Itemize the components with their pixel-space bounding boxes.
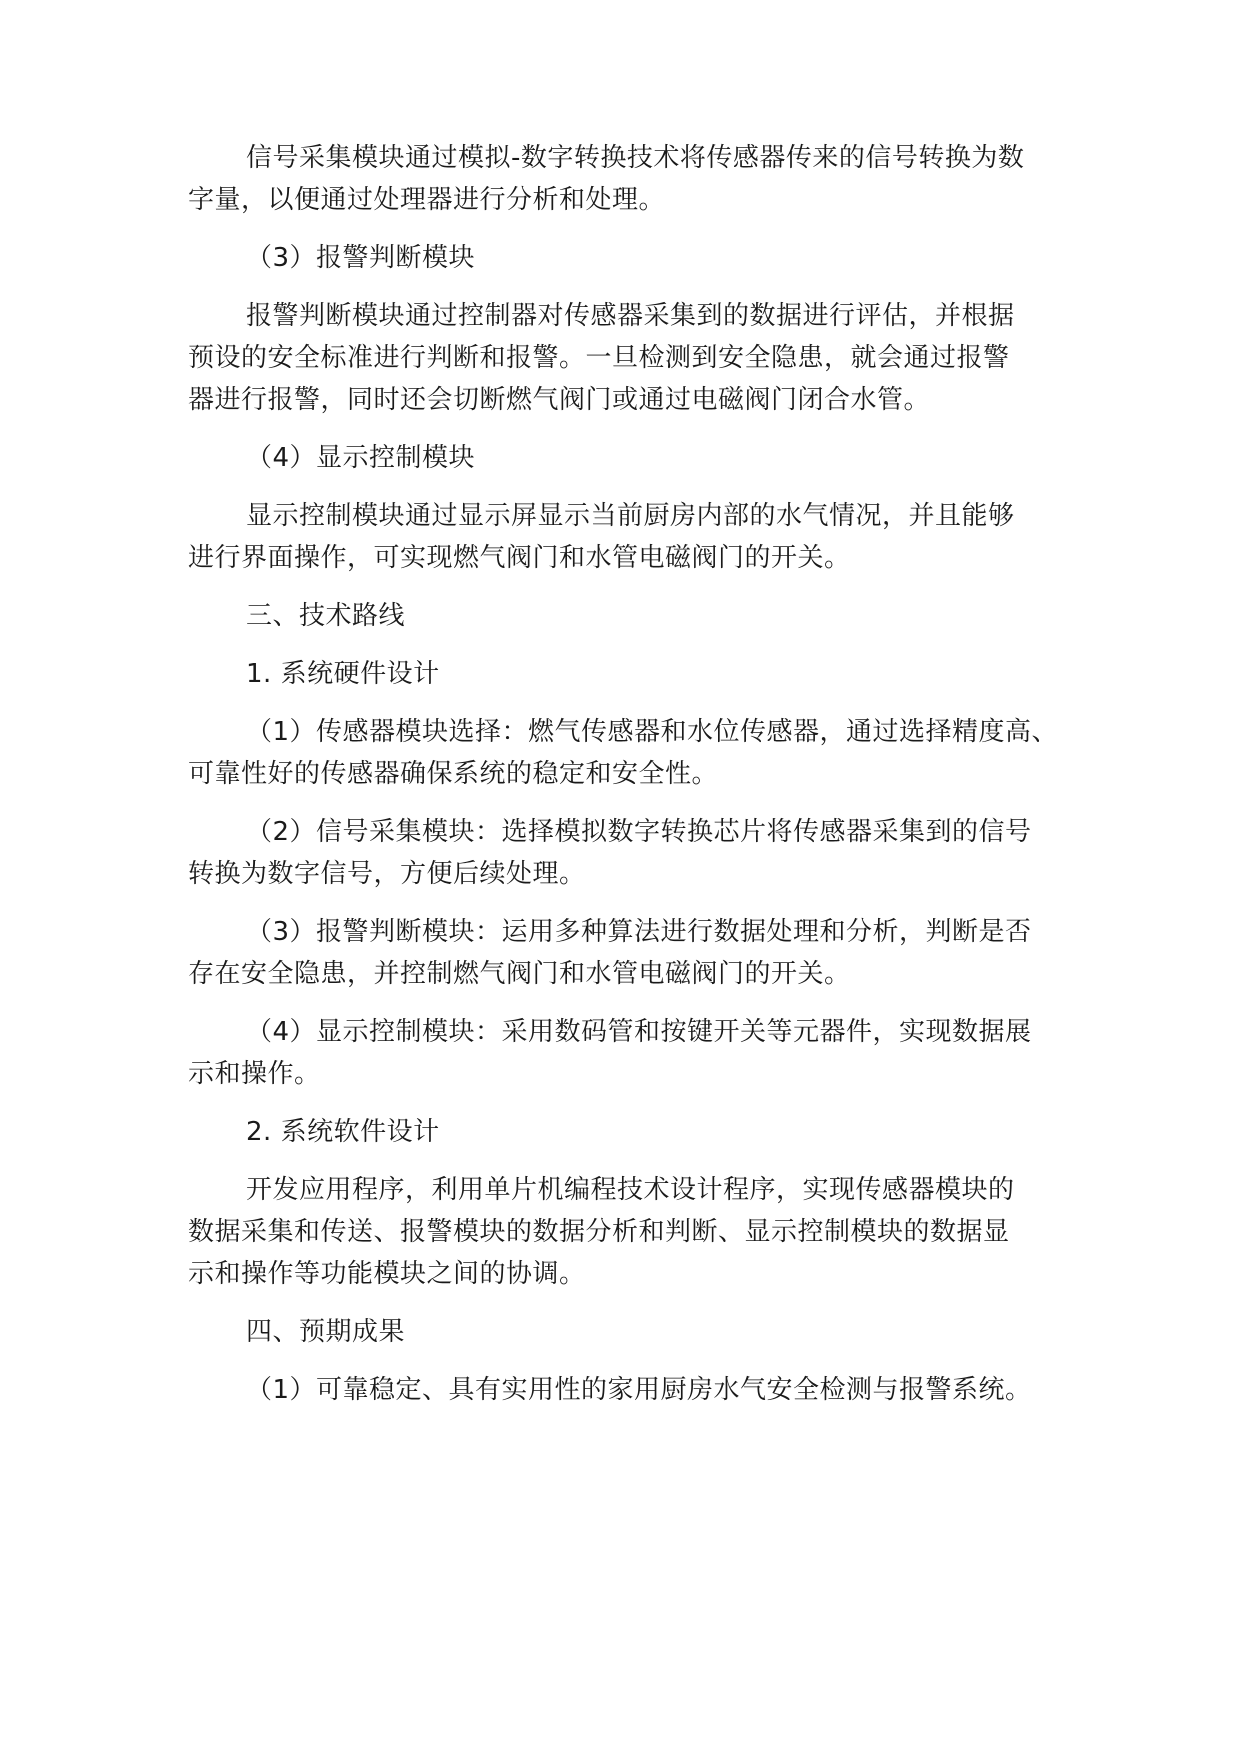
paragraph-line: 显示控制模块通过显示屏显示当前厨房内部的水气情况，并且能够 bbox=[246, 501, 1015, 531]
paragraph-line: （1）可靠稳定、具有实用性的家用厨房水气安全检测与报警系统。 bbox=[246, 1375, 1032, 1405]
paragraph-line: 转换为数字信号，方便后续处理。 bbox=[188, 859, 586, 889]
paragraph-line: 示和操作等功能模块之间的协调。 bbox=[188, 1259, 586, 1289]
section-heading-expected-results: 四、预期成果 bbox=[246, 1317, 406, 1347]
paragraph-line: 开发应用程序，利用单片机编程技术设计程序，实现传感器模块的 bbox=[246, 1175, 1015, 1205]
paragraph-line: 示和操作。 bbox=[188, 1059, 321, 1089]
paragraph-line: 预设的安全标准进行判断和报警。一旦检测到安全隐患，就会通过报警 bbox=[188, 343, 1010, 373]
paragraph-line: （3）报警判断模块：运用多种算法进行数据处理和分析，判断是否 bbox=[246, 917, 1032, 947]
paragraph-line: 存在安全隐患，并控制燃气阀门和水管电磁阀门的开关。 bbox=[188, 959, 851, 989]
subsection-heading-display: （4）显示控制模块 bbox=[246, 443, 476, 473]
subsection-heading-software: 2. 系统软件设计 bbox=[246, 1117, 440, 1147]
paragraph-line: 信号采集模块通过模拟-数字转换技术将传感器传来的信号转换为数 bbox=[246, 143, 1025, 173]
section-heading-technical-route: 三、技术路线 bbox=[246, 601, 406, 631]
paragraph-line: （2）信号采集模块：选择模拟数字转换芯片将传感器采集到的信号 bbox=[246, 817, 1032, 847]
subsection-heading-alarm: （3）报警判断模块 bbox=[246, 243, 476, 273]
paragraph-line: 报警判断模块通过控制器对传感器采集到的数据进行评估，并根据 bbox=[246, 301, 1015, 331]
paragraph-line: 器进行报警，同时还会切断燃气阀门或通过电磁阀门闭合水管。 bbox=[188, 385, 931, 415]
paragraph-line: （1）传感器模块选择：燃气传感器和水位传感器，通过选择精度高、 bbox=[246, 717, 1059, 747]
paragraph-line: 数据采集和传送、报警模块的数据分析和判断、显示控制模块的数据显 bbox=[188, 1217, 1010, 1247]
subsection-heading-hardware: 1. 系统硬件设计 bbox=[246, 659, 440, 689]
paragraph-line: 进行界面操作，可实现燃气阀门和水管电磁阀门的开关。 bbox=[188, 543, 851, 573]
paragraph-line: （4）显示控制模块：采用数码管和按键开关等元器件，实现数据展 bbox=[246, 1017, 1032, 1047]
paragraph-line: 字量，以便通过处理器进行分析和处理。 bbox=[188, 185, 666, 215]
paragraph-line: 可靠性好的传感器确保系统的稳定和安全性。 bbox=[188, 759, 719, 789]
